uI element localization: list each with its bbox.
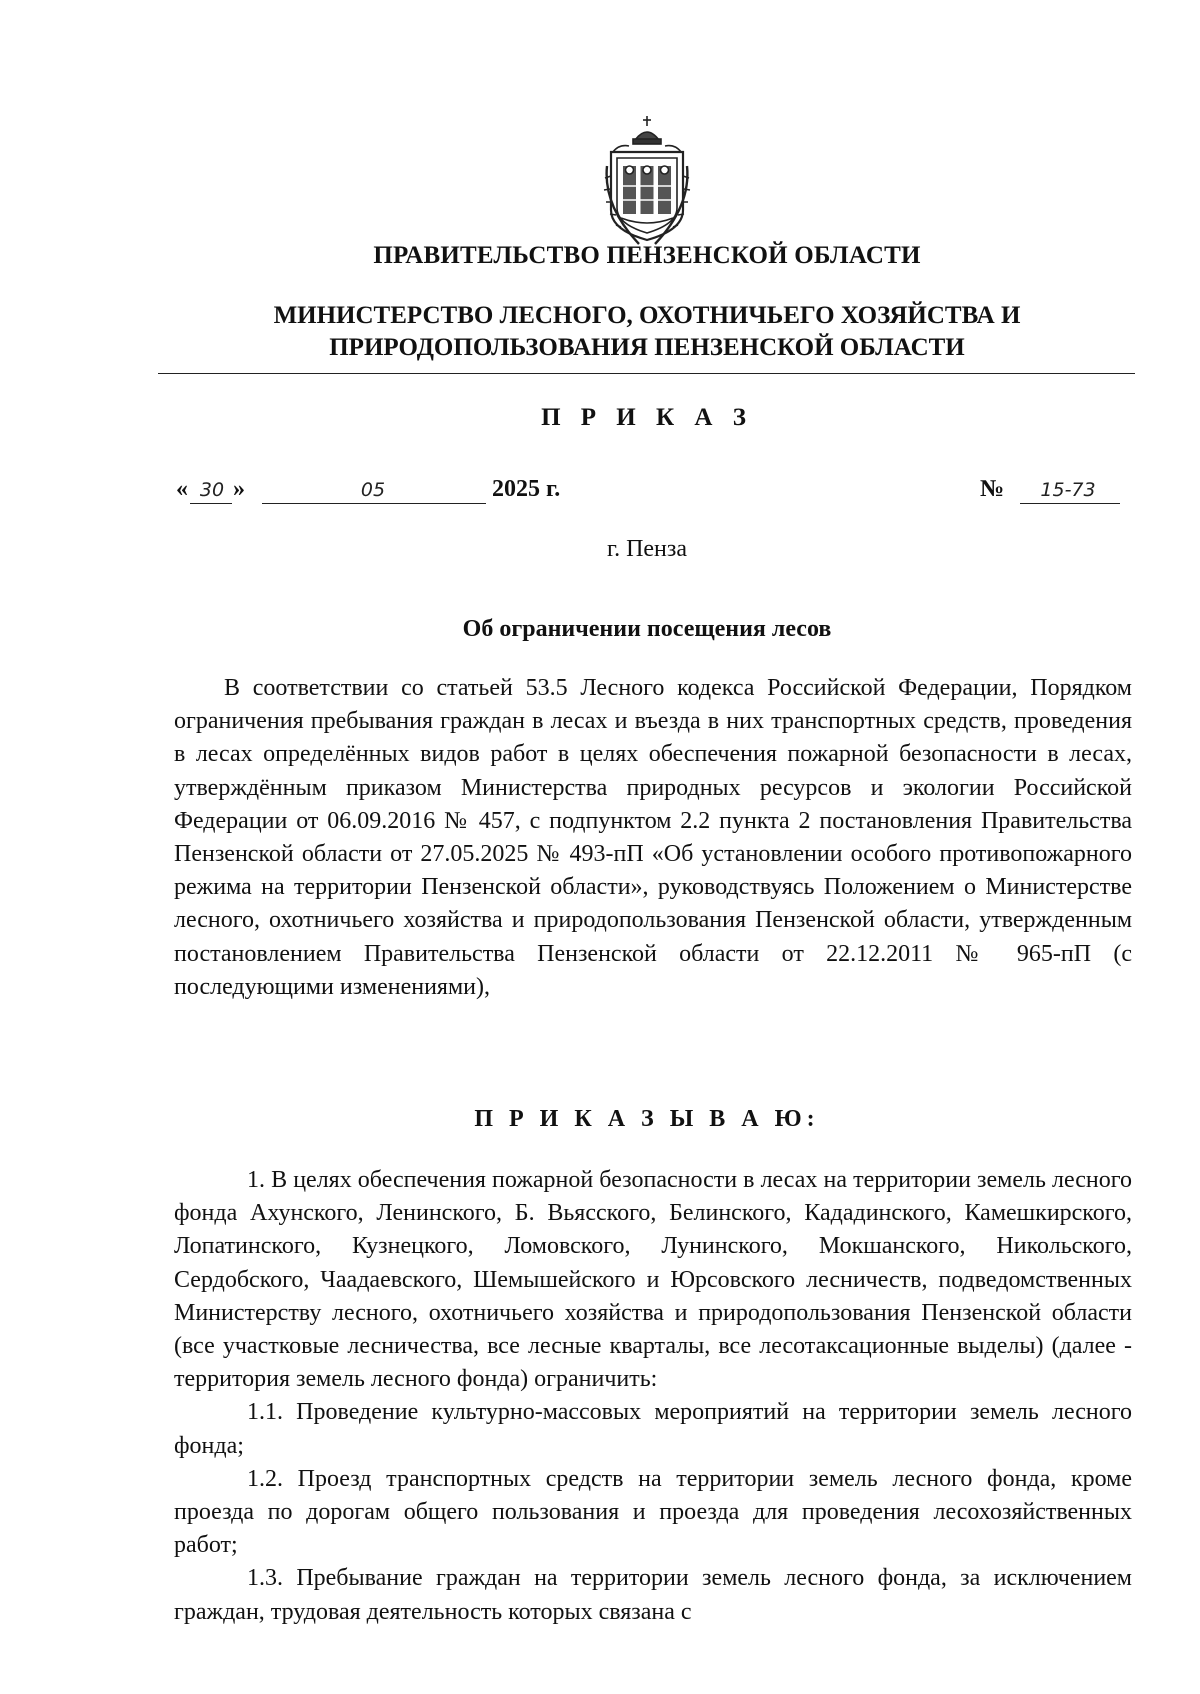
document-subject: Об ограничении посещения лесов — [462, 616, 832, 642]
date-open-quote: « — [176, 476, 188, 502]
preamble — [174, 672, 1132, 1004]
order-heading: П Р И К А З Ы В А Ю: — [474, 1106, 820, 1132]
order-item-1-2: 1.2. Проезд транспортных средств на территории земель лесного фонда, кроме проезда по дорогам общего пользования и проезда для проведения лесохозяйственных работ; — [174, 1465, 1132, 1559]
document-type-heading: П Р И К А З — [541, 404, 753, 431]
date-month-underline — [262, 503, 486, 504]
date-year: 2025 г. — [492, 476, 561, 502]
order-item-1-1: 1.1. Проведение культурно-массовых мероприятий на территории земель лесного фонда; — [174, 1399, 1132, 1459]
document-number-underline — [1020, 503, 1120, 504]
organization-title: ПРАВИТЕЛЬСТВО ПЕНЗЕНСКОЙ ОБЛАСТИ — [373, 242, 921, 269]
coat-of-arms-icon — [599, 106, 695, 248]
order-item-1: 1. В целях обеспечения пожарной безопасности в лесах на территории земель лесного фонда Ахунского, Ленинского, Б. Вьясского, Белинского, Кададинского, Камешкирского, Лопатинского, Кузнецкого, Ломовского, Лунинского, Мокшанского, Никольского, Сердобского, Чаадаевского, Шемышейского и Юрсовского лесничеств, подведомственных Министерству лесного, охотничьего хозяйства и природопользования Пензенской области (все участковые лесничества, все лесные кварталы, все лесотаксационные выделы) (далее - территория земель лесного фонда) ограничить: — [174, 1167, 1132, 1393]
order-items — [174, 1164, 1132, 1629]
preamble-paragraph: В соответствии со статьей 53.5 Лесного кодекса Российской Федерации, Порядком ограничения пребывания граждан в лесах и въезда в них транспортных средств, проведения в лесах определённых видов работ в целях обеспечения пожарной безопасности в лесах, утверждённым приказом Министерства природных ресурсов и экологии Российской Федерации от 06.09.2016 № 457, с подпунктом 2.2 пункта 2 постановления Правительства Пензенской области от 27.05.2025 № 493-пП «Об установлении особого противопожарного режима на территории Пензенской области», руководствуясь Положением о Министерстве лесного, охотничьего хозяйства и природопользования Пензенской области, утвержденным постановлением Правительства Пензенской области от 22.12.2011 № 965-пП (с последующими изменениями), — [174, 675, 1132, 1000]
date-close-quote: » — [233, 476, 245, 502]
order-item-1-3: 1.3. Пребывание граждан на территории земель лесного фонда, за исключением граждан, трудовая деятельность которых связана с — [174, 1565, 1132, 1625]
ministry-title-line-1: МИНИСТЕРСТВО ЛЕСНОГО, ОХОТНИЧЬЕГО ХОЗЯЙСТВА И — [273, 302, 1021, 329]
date-day-underline — [190, 503, 232, 504]
document-number-handwritten: 15-73 — [1040, 479, 1096, 501]
date-day-handwritten: 30 — [199, 479, 225, 501]
city-name: г. Пенза — [606, 536, 688, 562]
ministry-title-line-2: ПРИРОДОПОЛЬЗОВАНИЯ ПЕНЗЕНСКОЙ ОБЛАСТИ — [329, 334, 965, 361]
date-month-handwritten: 05 — [360, 479, 386, 501]
document-number-sign: № — [980, 476, 1005, 502]
header-divider — [158, 373, 1135, 374]
ministry-title — [0, 300, 1200, 364]
